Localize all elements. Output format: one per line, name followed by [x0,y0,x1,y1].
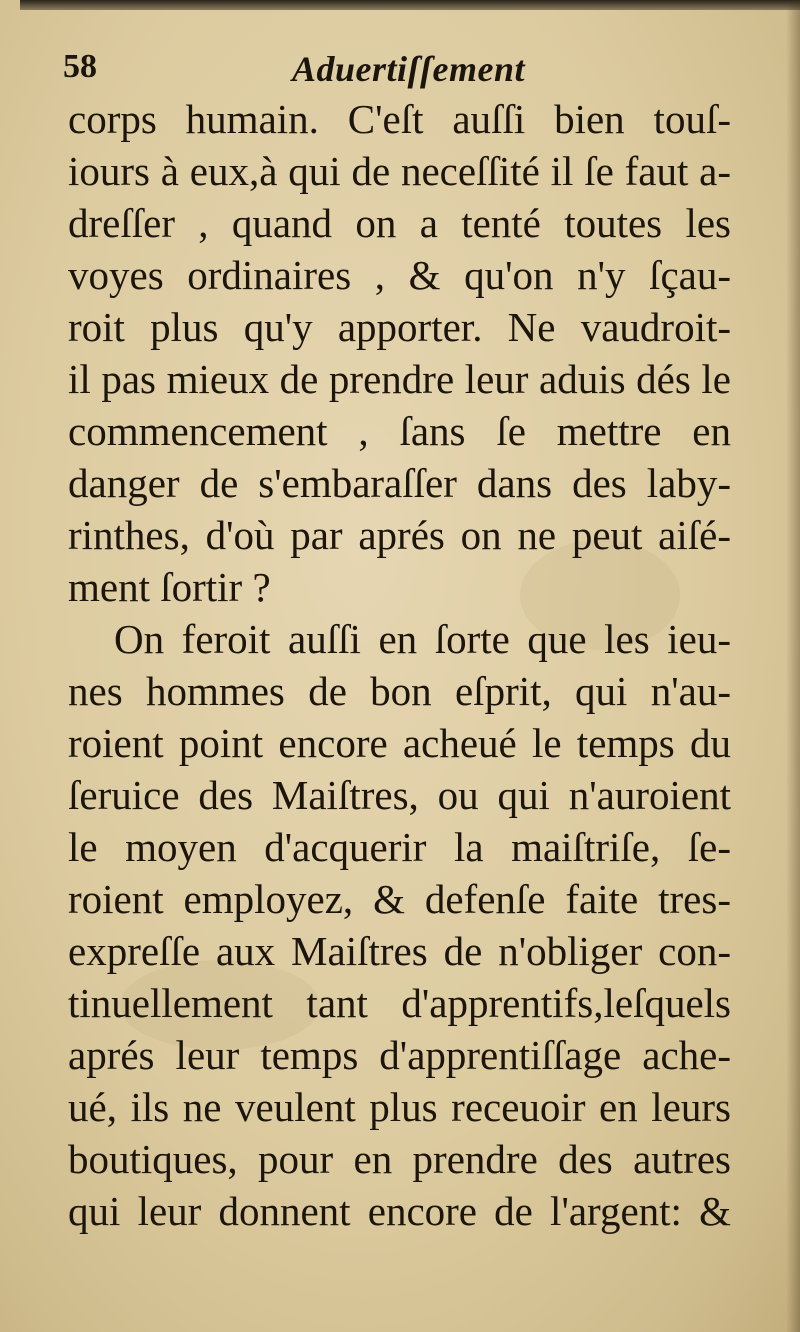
text-line: dreſſer , quand on a tenté toutes les [68,200,731,246]
text-line: nes hommes de bon eſprit, qui n'au- [68,668,731,714]
text-line: boutiques, pour en prendre des autres [68,1136,731,1182]
text-line: roient employez, & defenſe faite tres- [68,876,731,922]
text-line: ſeruice des Maiſtres, ou qui n'auroient [68,772,731,818]
text-line: roient point encore acheué le temps du [68,720,731,766]
text-line: tinuellement tant d'apprentifs,leſquels [68,980,731,1026]
body-text [68,93,731,1237]
running-title: Aduertiſſement [292,49,525,89]
text-line: commencement , ſans ſe mettre en [68,408,731,454]
text-line: rinthes, d'où par aprés on ne peut aiſé- [68,512,731,558]
page-header [60,40,760,90]
text-line: roit plus qu'y apporter. Ne vaudroit- [68,304,731,350]
paragraph-start-line: On feroit auſſi en ſorte que les ieu- [114,616,731,662]
text-line: danger de s'embaraſſer dans des laby- [68,460,731,506]
text-line: iours à eux,à qui de neceſſité il ſe faut a- [68,148,731,194]
text-line: il pas mieux de prendre leur aduis dés le [68,356,731,402]
page-gutter-shadow [786,0,800,1332]
text-line: qui leur donnent encore de l'argent: & [68,1188,731,1234]
text-line: voyes ordinaires , & qu'on n'y ſçau- [68,252,731,298]
text-line: corps humain. C'eſt auſſi bien touſ- [68,96,731,142]
text-line: expreſſe aux Maiſtres de n'obliger con- [68,928,731,974]
page-number: 58 [63,48,97,85]
page-top-edge [20,0,800,10]
text-line: le moyen d'acquerir la maiſtriſe, ſe- [68,824,731,870]
text-line: ment ſortir ? [68,564,271,610]
text-line: aprés leur temps d'apprentiſſage ache- [68,1032,731,1078]
text-line: ué, ils ne veulent plus receuoir en leurs [68,1084,731,1130]
